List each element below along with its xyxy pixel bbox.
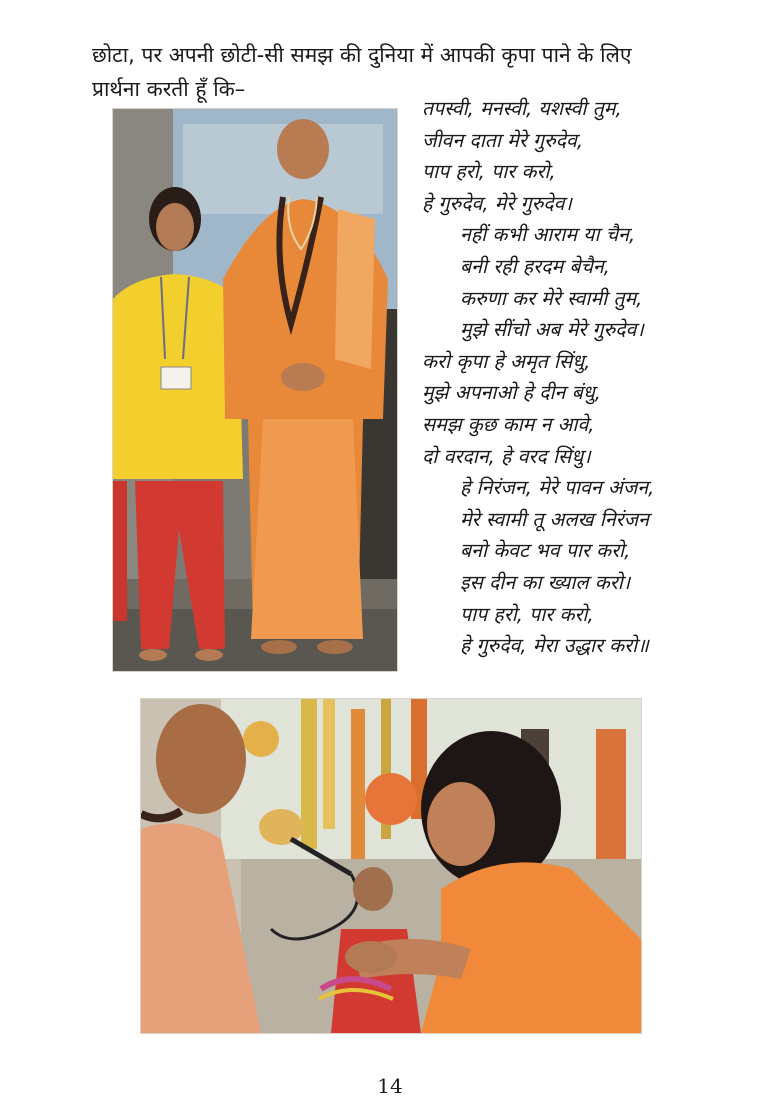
poem-line: मेरे स्वामी तू अलख निरंजन (460, 507, 649, 531)
poem-line: हे गुरुदेव, मेरे गुरुदेव। (422, 191, 572, 215)
photo-bottom-illustration (141, 699, 641, 1033)
poem-line: इस दीन का ख्याल करो। (460, 570, 631, 594)
poem-line: हे निरंजन, मेरे पावन अंजन, (460, 476, 655, 500)
poem-line: करुणा कर मेरे स्वामी तुम, (460, 286, 643, 310)
poem-line: नहीं कभी आराम या चैन, (460, 223, 636, 247)
intro-line-2: प्रार्थना करती हूँ कि– (92, 77, 246, 101)
photo-girl-tying-rakhi (140, 698, 642, 1034)
poem-line: पाप हरो, पार करो, (422, 160, 556, 184)
poem-line: मुझे सींचो अब मेरे गुरुदेव। (460, 318, 644, 342)
page-number: 14 (377, 1074, 403, 1098)
poem-line: हे गुरुदेव, मेरा उद्धार करो॥ (460, 634, 649, 658)
photo-top-illustration (113, 109, 397, 671)
poem-line: जीवन दाता मेरे गुरुदेव, (422, 128, 584, 152)
poem-line: बनो केवट भव पार करो, (460, 539, 631, 563)
poem-line: दो वरदान, हे वरद सिंधु। (422, 444, 591, 468)
intro-line-1: छोटा, पर अपनी छोटी-सी समझ की दुनिया में आपकी कृपा पाने के लिए (92, 43, 632, 67)
poem-line: मुझे अपनाओ हे दीन बंधु, (422, 381, 601, 405)
poem-line: तपस्वी, मनस्वी, यशस्वी तुम, (422, 97, 622, 120)
poem-line: पाप हरो, पार करो, (460, 602, 594, 626)
photo-monk-and-girl-standing (112, 108, 398, 672)
poem (422, 93, 767, 662)
poem-line: करो कृपा हे अमृत सिंधु, (422, 349, 591, 373)
poem-line: समझ कुछ काम न आवे, (422, 412, 595, 436)
poem-line: बनी रही हरदम बेचैन, (460, 254, 610, 278)
